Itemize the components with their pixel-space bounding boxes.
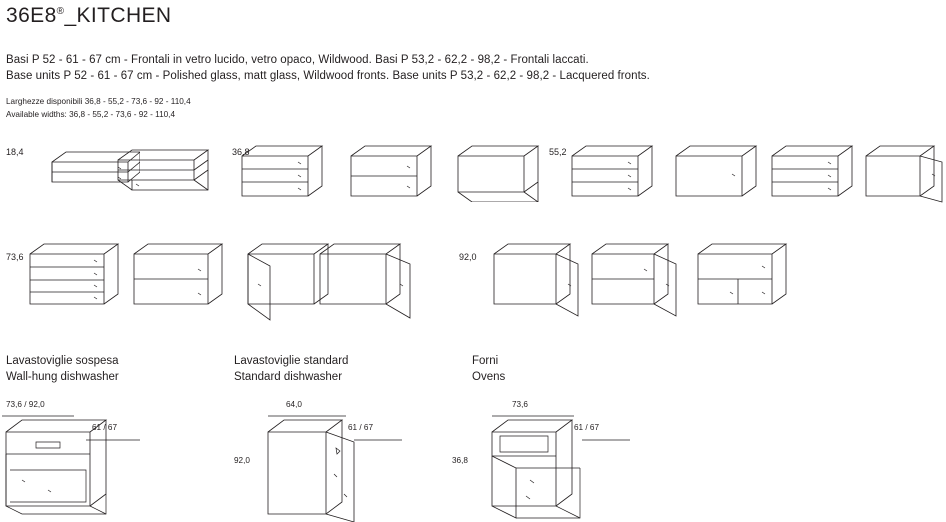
unit-92-open-door-b <box>588 238 698 322</box>
unit-36-8-open-box <box>452 140 557 202</box>
dim-label-row2-height: 73,6 <box>6 252 24 262</box>
unit-92-open-door-a <box>490 238 600 322</box>
drawing-wall-hung-dishwasher <box>0 410 160 522</box>
unit-73-6-open-door-b <box>316 238 426 324</box>
section-2-height-dim: 92,0 <box>234 456 250 465</box>
dim-label-row1-width1: 36,8 <box>232 147 250 157</box>
unit-73-6-drawers-a <box>26 238 131 310</box>
drawing-oven <box>470 410 650 522</box>
section-2-label-english: Standard dishwasher <box>234 371 343 383</box>
drawing-standard-dishwasher <box>250 410 420 522</box>
description-italian: Basi P 52 - 61 - 67 cm - Frontali in vetro lucido, vetro opaco, Wildwood. Basi P 53,2 - 62,2 - 98,2 - Frontali laccati. <box>6 54 589 66</box>
dim-label-row2-width: 92,0 <box>459 252 477 262</box>
section-1-label-italian: Lavastoviglie sospesa <box>6 355 119 367</box>
section-1-label-english: Wall-hung dishwasher <box>6 371 119 383</box>
description-english: Base units P 52 - 61 - 67 cm - Polished glass, matt glass, Wildwood fronts. Base units P 53,2 - 62,2 - 98,2 - Lacquered fronts. <box>6 70 650 82</box>
section-3-label-english: Ovens <box>472 371 506 383</box>
available-widths-english: Available widths: 36,8 - 55,2 - 73,6 - 92 - 110,4 <box>6 110 176 119</box>
section-3-height-dim: 36,8 <box>452 456 468 465</box>
section-2-top-dim: 64,0 <box>286 400 302 409</box>
dim-label-row1-height: 18,4 <box>6 147 24 157</box>
unit-55-2-door <box>672 140 772 202</box>
unit-73-6-drawers-b <box>130 238 235 310</box>
page-title <box>6 4 172 28</box>
unit-55-2-drawers-b <box>768 140 868 202</box>
section-3-top-dim: 73,6 <box>512 400 528 409</box>
unit-36-8-drawers-b <box>345 140 450 202</box>
unit-55-2-open-door <box>862 140 946 206</box>
unit-55-2-drawers-a <box>568 140 668 202</box>
section-1-top-dim: 73,6 / 92,0 <box>6 400 45 409</box>
section-3-side-dim: 61 / 67 <box>574 423 600 432</box>
unit-18-4-open-drawer-b <box>112 140 222 200</box>
section-1-side-dim: 61 / 67 <box>92 423 118 432</box>
section-3-label-italian: Forni <box>472 355 499 367</box>
section-2-side-dim: 61 / 67 <box>348 423 374 432</box>
page-title-suffix: _KITCHEN <box>64 4 172 27</box>
unit-92-drawers-door <box>694 238 804 316</box>
section-2-label-italian: Lavastoviglie standard <box>234 355 349 367</box>
unit-36-8-drawers-a <box>236 140 336 202</box>
page-title-main: 36E8 <box>6 4 57 27</box>
registered-trademark-icon: ® <box>56 6 65 17</box>
dim-label-row1-width2: 55,2 <box>549 147 567 157</box>
available-widths-italian: Larghezze disponibili 36,8 - 55,2 - 73,6 - 92 - 110,4 <box>6 97 191 106</box>
